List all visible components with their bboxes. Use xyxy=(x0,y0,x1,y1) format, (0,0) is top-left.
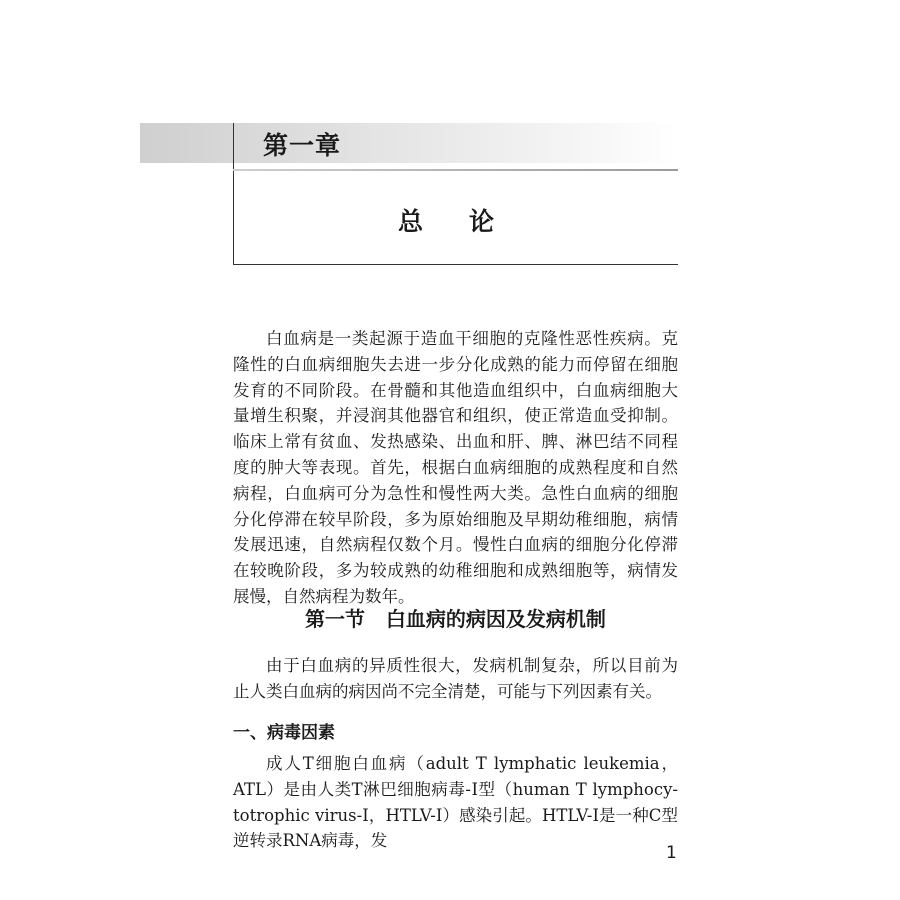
chapter-frame-top-rule xyxy=(233,169,678,171)
intro-paragraph: 白血病是一类起源于造血干细胞的克隆性恶性疾病。克隆性的白血病细胞失去进一步分化成熟的能力而停留在细胞发育的不同阶段。在骨髓和其他造血组织中，白血病细胞大量增生积聚，并浸润其他器官和组织，使正常造血受抑制。临床上常有贫血、发热感染、出血和肝、脾、淋巴结不同程度的肿大等表现。首先，根据白血病细胞的成熟程度和自然病程，白血病可分为急性和慢性两大类。急性白血病的细胞分化停滞在较早阶段，多为原始细胞及早期幼稚细胞，病情发展迅速，自然病程仅数个月。慢性白血病的细胞分化停滞在较晚阶段，多为较成熟的幼稚细胞和成熟细胞等，病情发展慢，自然病程为数年。 xyxy=(233,329,678,606)
chapter-title: 总论 xyxy=(398,207,541,236)
section-title: 第一节 白血病的病因及发病机制 xyxy=(305,607,606,631)
chapter-frame-left-rule xyxy=(233,123,234,265)
chapter-label: 第一章 xyxy=(263,131,342,160)
chapter-header-band xyxy=(140,123,678,163)
chapter-frame-bottom-rule xyxy=(233,264,678,265)
page-number: 1 xyxy=(666,843,677,863)
subsection-paragraph: 成人T细胞白血病（adult T lymphatic leukemia，ATL）是由人类T淋巴细胞病毒-Ⅰ型（human T lymphocy-totrophic virus-Ⅰ，HTLV-Ⅰ）感染引起。HTLV-Ⅰ是一种C型逆转录RNA病毒，发 xyxy=(233,754,678,851)
section-paragraph: 由于白血病的异质性很大，发病机制复杂，所以目前为止人类白血病的病因尚不完全清楚，可能与下列因素有关。 xyxy=(233,656,678,701)
subsection-title: 一、病毒因素 xyxy=(233,723,335,743)
